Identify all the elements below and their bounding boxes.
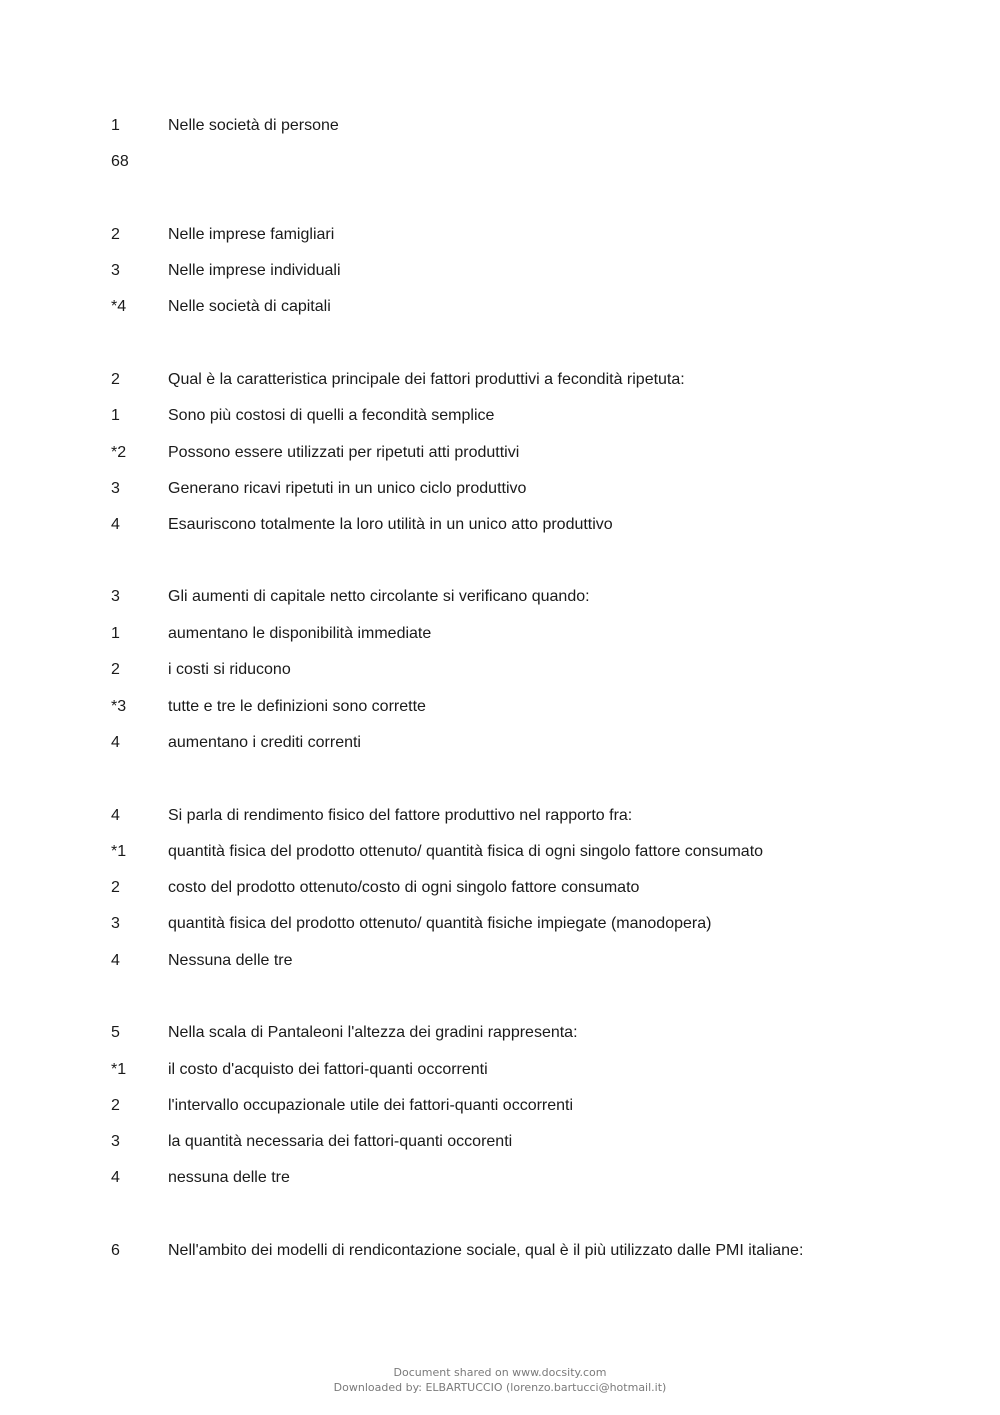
- answer-option: [0, 513, 1000, 537]
- question-2-stem: [0, 368, 1000, 392]
- answer-option: [0, 912, 1000, 936]
- item-text: la quantità necessaria dei fattori-quanti occorenti: [168, 1133, 513, 1150]
- answer-option: [0, 949, 1000, 973]
- item-text: aumentano i crediti correnti: [168, 734, 361, 751]
- item-text: Possono essere utilizzati per ripetuti atti produttivi: [168, 444, 520, 461]
- item-text: Sono più costosi di quelli a fecondità semplice: [168, 407, 495, 424]
- answer-option: [0, 1094, 1000, 1118]
- item-number: *1: [111, 1061, 127, 1078]
- item-number: *4: [111, 298, 127, 315]
- item-text: quantità fisica del prodotto ottenuto/ quantità fisica di ogni singolo fattore consumato: [168, 843, 764, 860]
- answer-option-correct: [0, 695, 1000, 719]
- item-text: Nelle imprese individuali: [168, 262, 341, 279]
- item-text: Nell'ambito dei modelli di rendicontazione sociale, qual è il più utilizzato dalle PMI italiane:: [168, 1242, 804, 1259]
- item-number: 4: [111, 952, 120, 969]
- answer-option: [0, 658, 1000, 682]
- answer-option-correct: [0, 441, 1000, 465]
- item-number: *2: [111, 444, 127, 461]
- item-number: 6: [111, 1242, 120, 1259]
- item-number: 2: [111, 371, 120, 388]
- item-number: 4: [111, 1169, 120, 1186]
- item-text: aumentano le disponibilità immediate: [168, 625, 432, 642]
- item-text: i costi si riducono: [168, 661, 291, 678]
- item-number: *1: [111, 843, 127, 860]
- item-text: Esauriscono totalmente la loro utilità in un unico atto produttivo: [168, 516, 613, 533]
- item-number: 1: [111, 625, 120, 642]
- answer-option-correct: [0, 1058, 1000, 1082]
- question-1-stem: [0, 114, 1000, 138]
- footer-download-notice: Downloaded by: ELBARTUCCIO (lorenzo.bartucci@hotmail.it): [333, 1381, 667, 1394]
- answer-option: [0, 876, 1000, 900]
- question-6-stem: [0, 1239, 1000, 1263]
- item-number: 4: [111, 734, 120, 751]
- question-4-stem: [0, 804, 1000, 828]
- item-number: *3: [111, 698, 127, 715]
- item-text: Qual è la caratteristica principale dei fattori produttivi a fecondità ripetuta:: [168, 371, 685, 388]
- item-number: 2: [111, 226, 120, 243]
- item-number: 3: [111, 1133, 120, 1150]
- item-text: costo del prodotto ottenuto/costo di ogni singolo fattore consumato: [168, 879, 640, 896]
- item-number: 1: [111, 407, 120, 424]
- item-text: l'intervallo occupazionale utile dei fattori-quanti occorrenti: [168, 1097, 574, 1114]
- item-text: quantità fisica del prodotto ottenuto/ quantità fisiche impiegate (manodopera): [168, 915, 712, 932]
- item-number: 2: [111, 1097, 120, 1114]
- answer-option: [0, 259, 1000, 283]
- item-text: nessuna delle tre: [168, 1169, 290, 1186]
- item-number: 1: [111, 117, 120, 134]
- item-text: Si parla di rendimento fisico del fattore produttivo nel rapporto fra:: [168, 807, 633, 824]
- item-number: 5: [111, 1024, 120, 1041]
- answer-option: [0, 1166, 1000, 1190]
- answer-option-correct: [0, 840, 1000, 864]
- item-text: Nelle società di capitali: [168, 298, 331, 315]
- answer-option: [0, 404, 1000, 428]
- question-5-stem: [0, 1021, 1000, 1045]
- item-text: il costo d'acquisto dei fattori-quanti occorrenti: [168, 1061, 488, 1078]
- item-text: tutte e tre le definizioni sono corrette: [168, 698, 426, 715]
- page-number-row: [0, 150, 1000, 174]
- item-text: Nelle società di persone: [168, 117, 339, 134]
- footer-shared-notice: Document shared on www.docsity.com: [393, 1366, 607, 1379]
- item-number: 3: [111, 915, 120, 932]
- item-text: Generano ricavi ripetuti in un unico ciclo produttivo: [168, 480, 527, 497]
- item-number: 2: [111, 879, 120, 896]
- item-number: 3: [111, 588, 120, 605]
- answer-option: [0, 477, 1000, 501]
- item-number: 3: [111, 262, 120, 279]
- item-number: 2: [111, 661, 120, 678]
- answer-option-correct: [0, 295, 1000, 319]
- item-number: 4: [111, 516, 120, 533]
- item-text: Nessuna delle tre: [168, 952, 293, 969]
- question-3-stem: [0, 585, 1000, 609]
- item-text: Nelle imprese famigliari: [168, 226, 335, 243]
- item-number: 3: [111, 480, 120, 497]
- item-text: Nella scala di Pantaleoni l'altezza dei gradini rappresenta:: [168, 1024, 578, 1041]
- page-number: 68: [111, 153, 129, 170]
- answer-option: [0, 1130, 1000, 1154]
- item-number: 4: [111, 807, 120, 824]
- answer-option: [0, 622, 1000, 646]
- item-text: Gli aumenti di capitale netto circolante si verificano quando:: [168, 588, 590, 605]
- answer-option: [0, 223, 1000, 247]
- answer-option: [0, 731, 1000, 755]
